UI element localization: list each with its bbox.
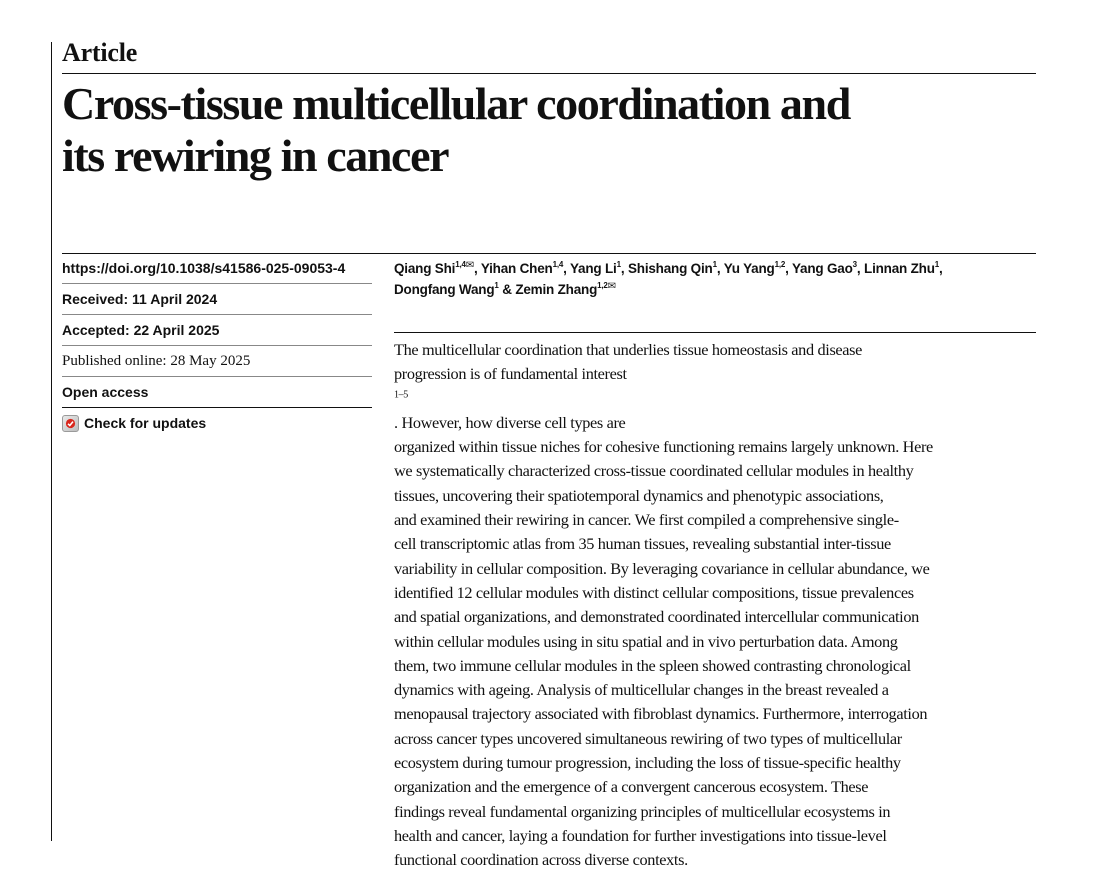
abstract-line: organization and the emergence of a convergent cancerous ecosystem. These [394,777,869,797]
author-name[interactable]: Linnan Zhu$^1$, [864,259,943,276]
accepted-date: Accepted: 22 April 2025 [62,322,220,338]
left-margin-rule [51,42,52,841]
published-date: Published online: 28 May 2025 [62,353,251,369]
abstract-line: menopausal trajectory associated with fibroblast dynamics. Furthermore, interrogation [394,704,928,724]
article-title [62,78,1042,182]
abstract-line: functional coordination across diverse contexts. [394,850,688,870]
author-name[interactable]: Zemin Zhang$^{1,2}$✉ [515,280,616,297]
abstract-line: The multicellular coordination that underlies tissue homeostasis and disease [394,340,863,359]
abstract-line: dynamics with ageing. Analysis of multicellular changes in the breast revealed a [394,680,889,700]
received-date: Received: 11 April 2024 [62,291,218,307]
abstract [394,338,1044,873]
abstract-line: variability in cellular composition. By leveraging covariance in cellular abundance, we [394,558,930,578]
abstract-line: we systematically characterized cross-tissue coordinated cellular modules in healthy [394,461,914,481]
header-rule [62,73,1036,74]
author-name[interactable]: Yu Yang$^{1,2}$, [723,259,789,276]
doi-link[interactable]: https://doi.org/10.1038/s41586-025-09053-4 [62,260,346,276]
abstract-line: progression is of fundamental interest $^{1-5}$ . However, how diverse cell types are [394,364,627,432]
abstract-line: findings reveal fundamental organizing principles of multicellular ecosystems in [394,801,891,821]
abstract-line: within cellular modules using in situ spatial and in vivo perturbation data. Among [394,631,898,651]
abstract-line: identified 12 cellular modules with distinct cellular compositions, tissue prevalences [394,582,914,602]
abstract-line: health and cancer, laying a foundation for further investigations into tissue-level [394,825,887,845]
author-name[interactable]: Dongfang Wang$^1$ & [394,280,512,297]
author-name[interactable]: Qiang Shi$^{1,4}$✉, [394,259,478,276]
abstract-line: and spatial organizations, and demonstrated coordinated intercellular communication [394,607,919,627]
title-line: its rewiring in cancer [62,130,449,181]
author-name[interactable]: Yang Li$^1$, [569,259,625,276]
author-name[interactable]: Yihan Chen$^{1,4}$, [480,259,567,276]
abstract-line: and examined their rewiring in cancer. We first compiled a comprehensive single- [394,510,899,530]
author-name[interactable]: Shishang Qin$^1$, [627,259,721,276]
abstract-line: across cancer types uncovered simultaneous rewiring of two types of multicellular [394,728,902,748]
abstract-line: organized within tissue niches for cohesive functioning remains largely unknown. Here [394,437,933,457]
author-name[interactable]: Yang Gao$^3$, [791,259,861,276]
abstract-rule [394,332,1036,333]
abstract-line: ecosystem during tumour progression, including the loss of tissue-specific healthy [394,753,901,773]
check-for-updates-button[interactable] [62,408,372,438]
check-updates-label: Check for updates [84,415,207,431]
title-line: Cross-tissue multicellular coordination and [62,78,850,129]
author-list [394,258,1044,300]
abstract-line: them, two immune cellular modules in the spleen showed contrasting chronological [394,655,911,675]
open-access-label: Open access [62,384,149,400]
citation-ref[interactable]: 1–5 [394,389,408,401]
abstract-line: cell transcriptomic atlas from 35 human tissues, revealing substantial inter-tissue [394,534,891,554]
article-type-label: Article [62,38,138,67]
abstract-line: tissues, uncovering their spatiotemporal dynamics and phenotypic associations, [394,485,884,505]
check-updates-icon [62,415,79,432]
article-metadata [62,253,372,438]
